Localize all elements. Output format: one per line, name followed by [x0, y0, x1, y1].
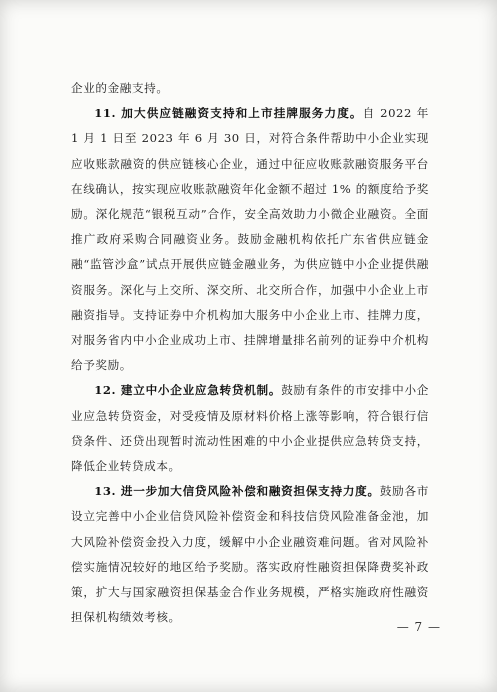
document-body — [71, 76, 429, 630]
paragraph-12-body: 鼓励有条件的市安排中小企业应急转贷资金，对受疫情及原材料价格上涨等影响，符合银行信贷条件、还贷出现暂时流动性困难的中小企业提供应急转贷支持，降低企业转贷成本。 — [71, 383, 429, 474]
paragraph-12-heading: 12. 建立中小企业应急转贷机制。 — [94, 383, 282, 398]
paragraph-11 — [71, 101, 429, 378]
intro-line: 企业的金融支持。 — [71, 81, 169, 95]
paragraph-11-heading: 11. 加大供应链融资支持和上市挂牌服务力度。 — [94, 106, 363, 121]
page-number: — 7 — — [396, 620, 441, 634]
paragraph-13 — [71, 479, 429, 630]
paragraph-12 — [71, 378, 429, 479]
paragraph-11-body: 自 2022 年 1 月 1 日至 2023 年 6 月 30 日，对符合条件帮助中小企业实现应收账款融资的供应链核心企业，通过中征应收账款融资服务平台在线确认，按实现应收账款融资年化金额不超过 1% 的额度给予奖励。深化规范“银税互动”合作，安全高效助力小微企业融资。全面推广政府采购合同融资业务。鼓励金融机构依托广东省供应链金融“监管沙盒”试点开展供应链金融业务，为供应链中小企业提供融资服务。深化与上交所、深交所、北交所合作，加强中小企业上市融资指导。支持证券中介机构加大服务中小企业上市、挂牌力度，对服务省内中小企业成功上市、挂牌增量排名前列的证券中介机构给予奖励。 — [71, 106, 429, 373]
paragraph-13-body: 鼓励各市设立完善中小企业信贷风险补偿资金和科技信贷风险准备金池，加大风险补偿资金投入力度，缓解中小企业融资难问题。省对风险补偿实施情况较好的地区给予奖励。落实政府性融资担保降费奖补政策，扩大与国家融资担保基金合作业务规模，严格实施政府性融资担保机构绩效考核。 — [71, 484, 429, 625]
paragraph-13-heading: 13. 进一步加大信贷风险补偿和融资担保支持力度。 — [94, 484, 380, 499]
